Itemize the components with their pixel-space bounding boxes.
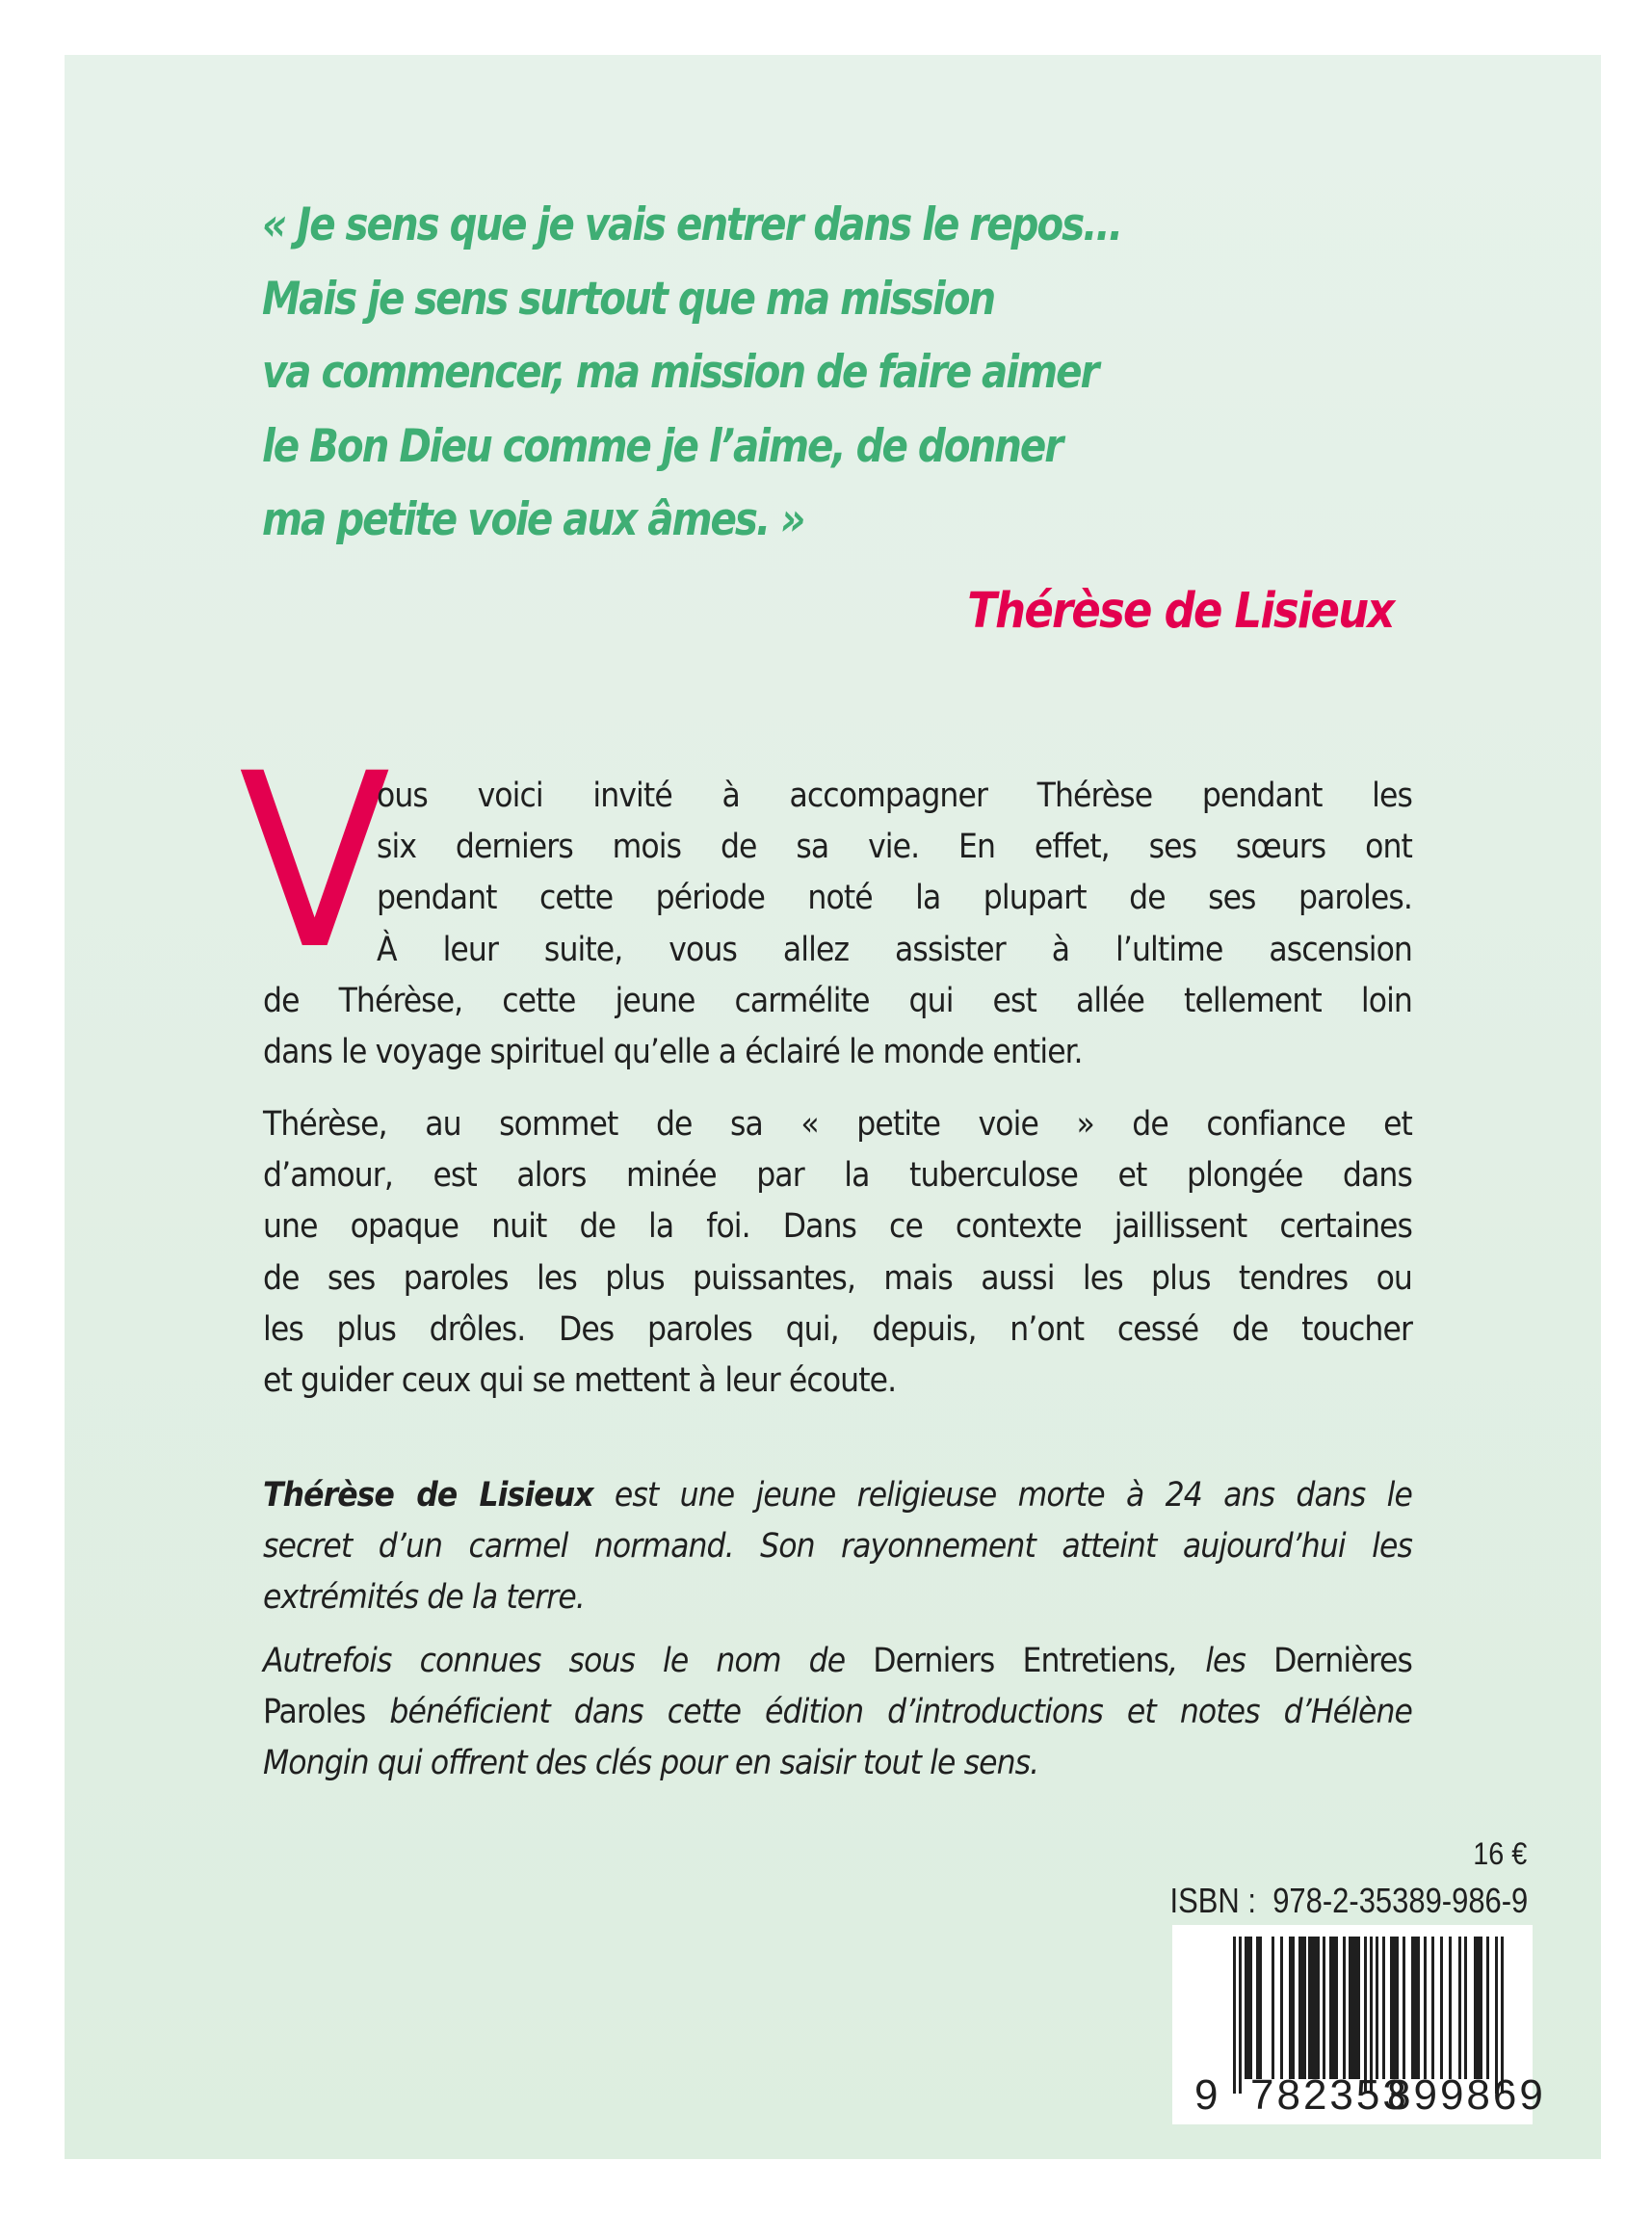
paragraph-line [263, 1470, 1412, 1521]
barcode-group-1: 782353 [1250, 2071, 1409, 2119]
paragraph-line [263, 1687, 1412, 1738]
book-title: Derniers Entretiens [873, 1642, 1169, 1680]
epigraph-quote [262, 189, 1298, 558]
barcode-group-2: 899869 [1387, 2071, 1546, 2119]
edition-note [263, 1636, 1412, 1790]
paragraph-line: de Thérèse, cette jeune carmélite qui est allée tellement loin [263, 981, 1412, 1020]
paragraph-line: Mongin qui offrent des clés pour en saisir tout le sens. [263, 1744, 1039, 1783]
barcode-icon [1233, 1937, 1512, 2094]
quote-line: Mais je sens surtout que ma mission [262, 272, 995, 326]
blurb-paragraph-2 [263, 1099, 1412, 1407]
quote-line: « Je sens que je vais entrer dans le repos... [262, 198, 1122, 251]
paragraph-line: extrémités de la terre. [263, 1578, 585, 1618]
paragraph-line: Thérèse, au sommet de sa « petite voie » de confiance et [263, 1105, 1412, 1144]
paragraph-line: de ses paroles les plus puissantes, mais aussi les plus tendres ou [263, 1258, 1412, 1298]
paragraph-line: À leur suite, vous allez assister à l’ultime ascension [377, 930, 1412, 969]
note-text: bénéficient dans cette édition d’introductions et notes d’Hélène [365, 1693, 1412, 1732]
paragraph-line: ous voici invité à accompagner Thérèse pendant les [377, 777, 1412, 815]
blurb-paragraph-1 [263, 771, 1412, 1078]
note-text: Autrefois connues sous le nom de [263, 1642, 874, 1680]
paragraph-line: dans le voyage spirituel qu’elle a éclairé le monde entier. [263, 1033, 1083, 1072]
author-name: Thérèse de Lisieux [263, 1476, 593, 1515]
note-text: , les [1168, 1642, 1274, 1680]
book-title: Paroles [263, 1693, 366, 1732]
paragraph-line [263, 1636, 1412, 1687]
author-bio [263, 1470, 1412, 1624]
barcode-lead-digit: 9 [1194, 2071, 1219, 2119]
paragraph-line: les plus drôles. Des paroles qui, depuis, n’ont cessé de toucher [263, 1309, 1412, 1349]
isbn-label [1169, 1881, 1528, 1921]
bio-text: est une jeune religieuse morte à 24 ans dans le [592, 1476, 1412, 1515]
price-label: 16 € [1472, 1836, 1527, 1871]
isbn-prefix: ISBN : [1169, 1881, 1256, 1920]
paragraph-line: une opaque nuit de la foi. Dans ce contexte jaillissent certaines [263, 1207, 1412, 1247]
paragraph-line: d’amour, est alors minée par la tuberculose et plongée dans [263, 1156, 1412, 1196]
paragraph-line: secret d’un carmel normand. Son rayonnement atteint aujourd’hui les [263, 1527, 1412, 1567]
quote-attribution: Thérèse de Lisieux [967, 583, 1394, 640]
isbn-number: 978-2-35389-986-9 [1272, 1881, 1528, 1920]
quote-line: va commencer, ma mission de faire aimer [262, 346, 1098, 399]
book-title: Dernières [1273, 1642, 1412, 1680]
drop-cap: V [239, 722, 391, 1002]
barcode [1172, 1925, 1546, 2124]
quote-line: le Bon Dieu comme je l’aime, de donner [262, 419, 1062, 473]
paragraph-line: six derniers mois de sa vie. En effet, ses sœurs ont [377, 828, 1412, 867]
paragraph-line: pendant cette période noté la plupart de ses paroles. [377, 879, 1412, 918]
quote-line: ma petite voie aux âmes. » [262, 493, 804, 546]
paragraph-line: et guider ceux qui se mettent à leur écoute. [263, 1361, 897, 1401]
